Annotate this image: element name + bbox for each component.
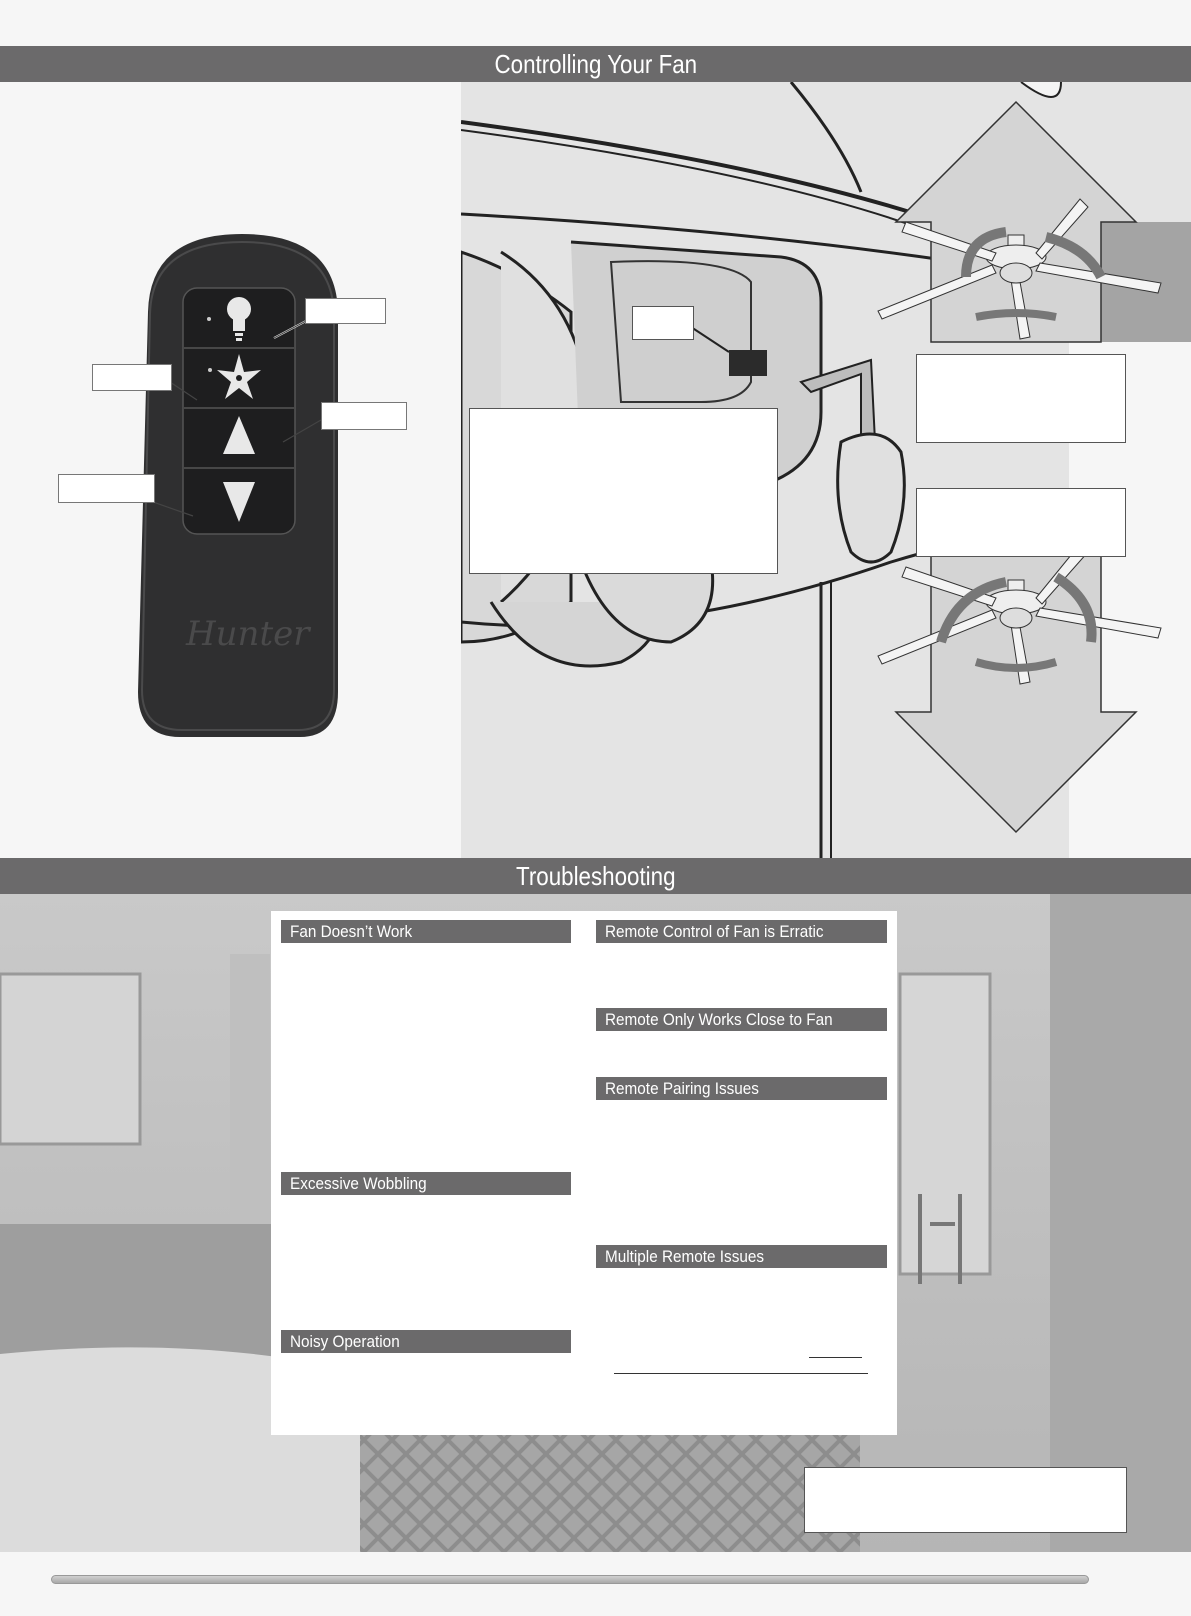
section-banner-controlling — [0, 46, 1191, 82]
heading-fan-doesnt-work: Fan Doesn’t Work — [281, 920, 571, 943]
down-button-callout — [58, 474, 155, 503]
banner-title: Troubleshooting — [515, 860, 676, 891]
section-banner-troubleshooting — [0, 858, 1191, 894]
receiver-callout — [632, 306, 694, 340]
heading-remote-pairing: Remote Pairing Issues — [596, 1077, 887, 1100]
note-box — [804, 1467, 1127, 1533]
heading-remote-erratic: Remote Control of Fan is Erratic — [596, 920, 887, 943]
heading-noisy-operation: Noisy Operation — [281, 1330, 571, 1353]
remote-illustration-panel — [0, 82, 461, 858]
banner-title: Controlling Your Fan — [494, 48, 697, 79]
heading-remote-close-only: Remote Only Works Close to Fan — [596, 1008, 887, 1031]
up-button-callout — [321, 402, 407, 430]
receiver-switch — [729, 350, 767, 376]
underline-long — [614, 1373, 868, 1374]
fan-button-callout — [92, 364, 172, 391]
receiver-info-box — [469, 408, 778, 574]
remote-drawing — [0, 82, 461, 858]
summer-mode-box — [916, 354, 1126, 443]
heading-excessive-wobbling: Excessive Wobbling — [281, 1172, 571, 1195]
underline-short — [809, 1357, 862, 1358]
winter-mode-box — [916, 488, 1126, 557]
light-button-callout — [305, 298, 386, 324]
remote-brand-logo: Hunter — [186, 614, 310, 654]
footer-bar — [51, 1575, 1089, 1584]
heading-multiple-remote: Multiple Remote Issues — [596, 1245, 887, 1268]
fan-illustration-panel — [461, 82, 1191, 858]
